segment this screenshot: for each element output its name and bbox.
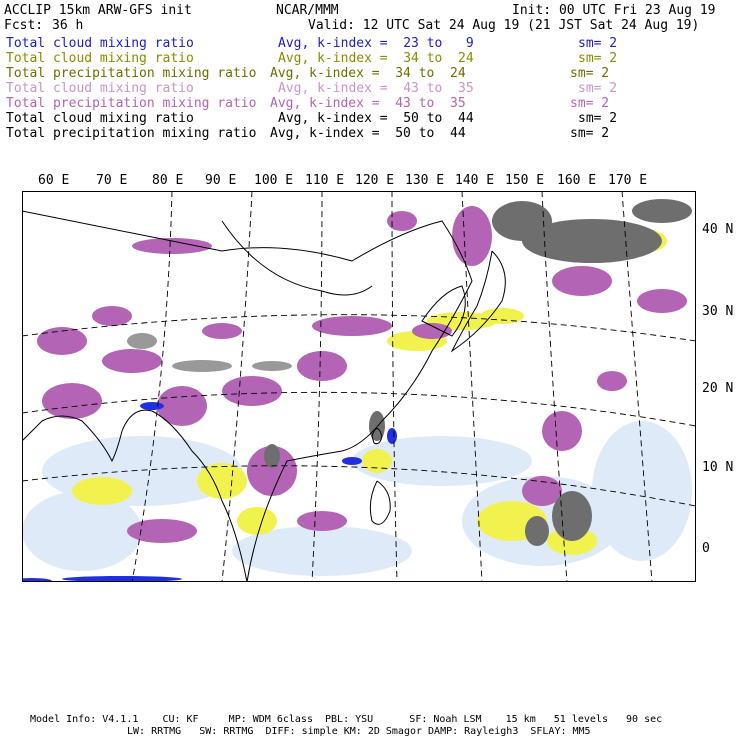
field-sm: sm= 2 xyxy=(570,126,610,141)
forecast-hour: 36 h xyxy=(52,18,84,33)
field-sm: sm= 2 xyxy=(578,36,618,51)
lon-label: 80 E xyxy=(152,173,184,188)
lon-label: 170 E xyxy=(608,173,648,188)
lon-label: 120 E xyxy=(355,173,395,188)
lon-label: 160 E xyxy=(557,173,597,188)
lat-label: 10 N xyxy=(702,460,734,475)
field-sm: sm= 2 xyxy=(578,51,618,66)
model-info-line2: LW: RRTMG SW: RRTMG DIFF: simple KM: 2D Smagor DAMP: Rayleigh3 SFLAY: MM5 xyxy=(127,726,591,737)
init-time: Init: 00 UTC Fri 23 Aug 19 xyxy=(512,3,716,18)
lon-label: 130 E xyxy=(405,173,445,188)
field-sm: sm= 2 xyxy=(578,111,618,126)
org-label: NCAR/MMM xyxy=(276,3,339,18)
lon-label: 60 E xyxy=(38,173,70,188)
lon-label: 70 E xyxy=(96,173,128,188)
field-avg: Avg, k-index = 50 to 44 xyxy=(270,126,466,141)
run-title: ACCLIP 15km ARW-GFS init xyxy=(4,3,192,18)
lat-label: 20 N xyxy=(702,381,734,396)
lon-label: 140 E xyxy=(455,173,495,188)
field-sm: sm= 2 xyxy=(570,96,610,111)
model-info-line1: Model Info: V4.1.1 CU: KF MP: WDM 6class PBL: YSU SF: Noah LSM 15 km 51 levels 90 sec xyxy=(30,714,663,725)
lon-label: 90 E xyxy=(205,173,237,188)
field-sm: sm= 2 xyxy=(570,66,610,81)
field-name: Total cloud mixing ratio xyxy=(6,81,194,96)
valid-time: Valid: 12 UTC Sat 24 Aug 19 (21 JST Sat 24 Aug 19) xyxy=(308,18,700,33)
field-avg: Avg, k-index = 23 to 9 xyxy=(278,36,474,51)
field-avg: Avg, k-index = 43 to 35 xyxy=(270,96,466,111)
field-sm: sm= 2 xyxy=(578,81,618,96)
field-avg: Avg, k-index = 34 to 24 xyxy=(270,66,466,81)
lon-label: 150 E xyxy=(505,173,545,188)
forecast-label: Fcst: xyxy=(4,18,44,33)
field-name: Total cloud mixing ratio xyxy=(6,36,194,51)
field-name: Total cloud mixing ratio xyxy=(6,51,194,66)
lat-label: 40 N xyxy=(702,222,734,237)
field-name: Total cloud mixing ratio xyxy=(6,111,194,126)
lat-label: 0 xyxy=(702,541,710,556)
lon-label: 110 E xyxy=(305,173,345,188)
field-name: Total precipitation mixing ratio xyxy=(6,96,257,111)
field-name: Total precipitation mixing ratio xyxy=(6,126,257,141)
field-avg: Avg, k-index = 43 to 35 xyxy=(278,81,474,96)
lat-label: 30 N xyxy=(702,304,734,319)
field-avg: Avg, k-index = 34 to 24 xyxy=(278,51,474,66)
field-name: Total precipitation mixing ratio xyxy=(6,66,257,81)
forecast-map xyxy=(22,191,696,582)
lon-label: 100 E xyxy=(254,173,294,188)
field-avg: Avg, k-index = 50 to 44 xyxy=(278,111,474,126)
